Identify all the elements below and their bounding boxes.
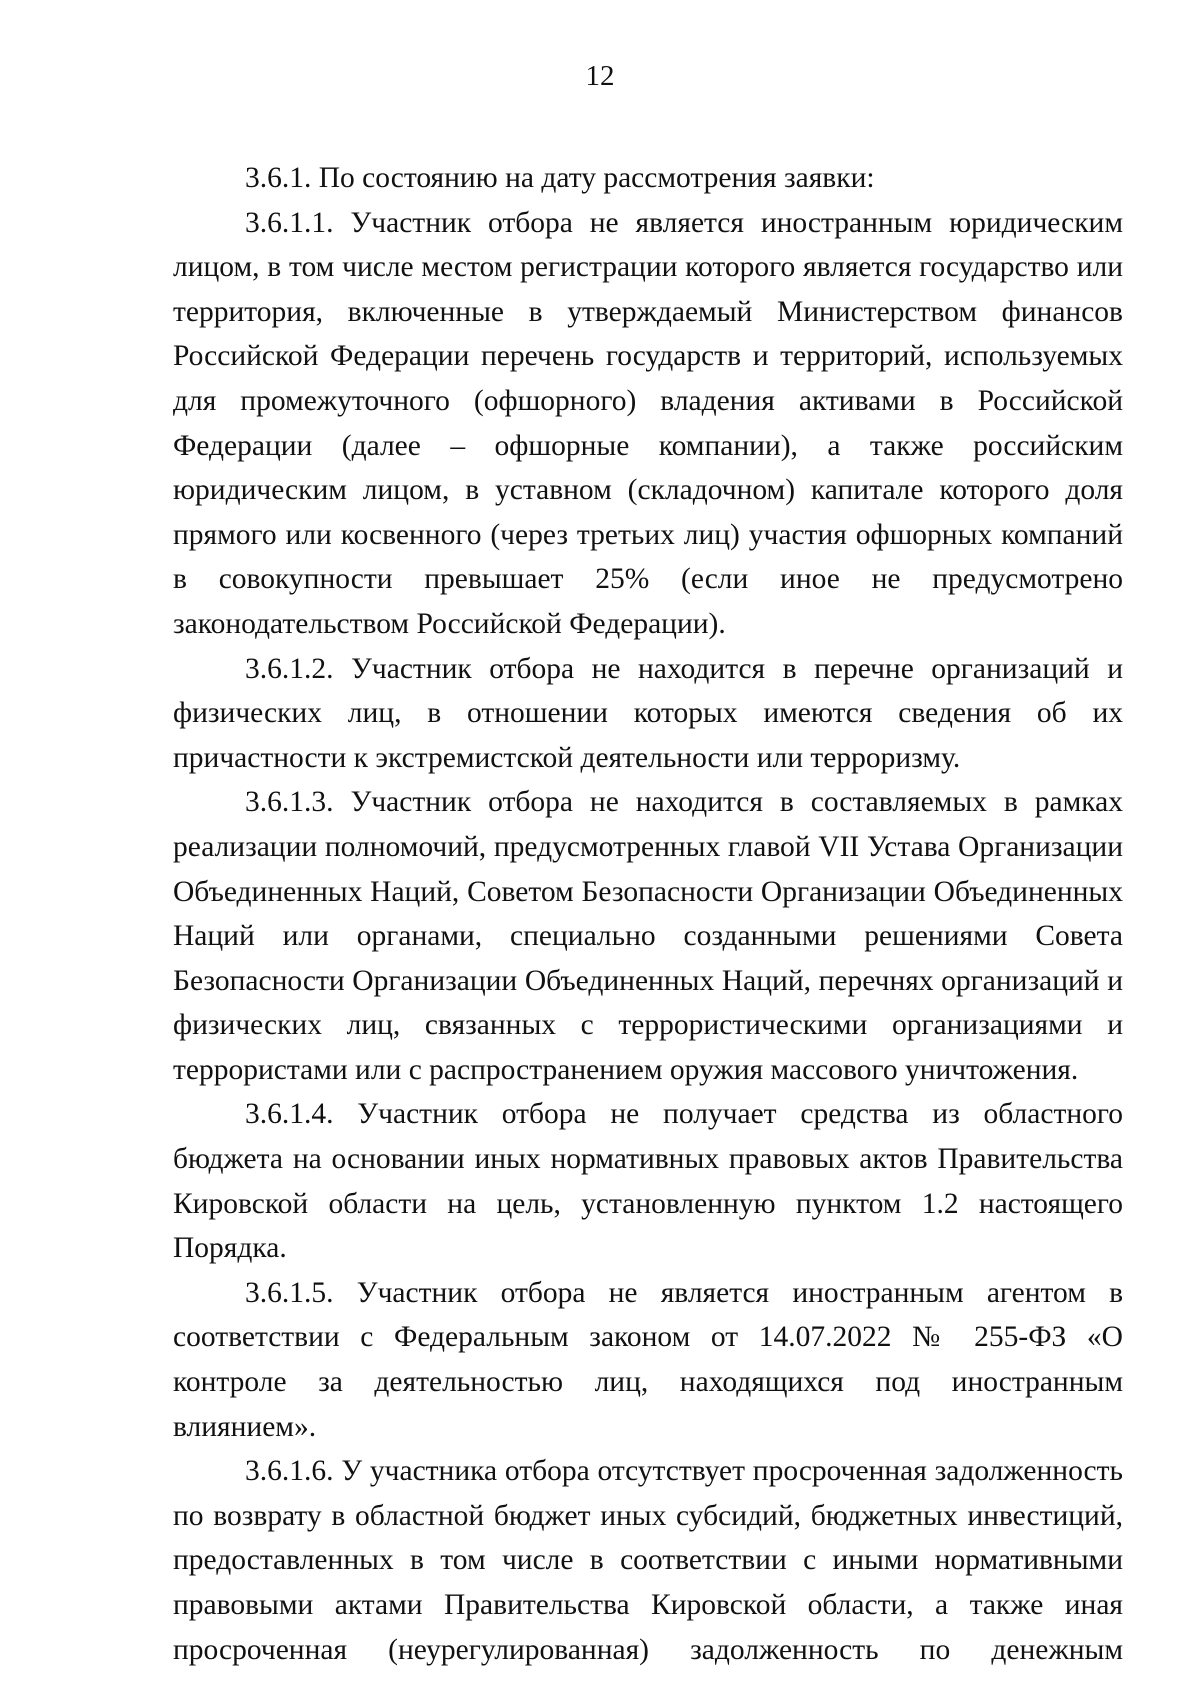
paragraph-3-6-1: 3.6.1. По состоянию на дату рассмотрения заявки:: [245, 162, 875, 194]
paragraph-3-6-1-2: 3.6.1.2. Участник отбора не находится в перечне организаций и физических лиц, в отношении которых имеются сведения об их причастности к экстремистской деятельности или терроризму.: [173, 652, 1123, 774]
paragraph-3-6-1-6: 3.6.1.6. У участника отбора отсутствует просроченная задолженность по возврату в областной бюджет иных субсидий, бюджетных инвестиций, предоставленных в том числе в соответствии с иными нормативными правовыми актами Правительства Кировской области, а также иная просроченная (неурегулированная) задолженность по денежным: [173, 1455, 1123, 1666]
paragraph-3-6-1-4: 3.6.1.4. Участник отбора не получает средства из областного бюджета на основании иных нормативных правовых актов Правительства Кировской области на цель, установленную пунктом 1.2 настоящего Порядка.: [173, 1098, 1123, 1265]
page-number: 12: [585, 60, 615, 92]
paragraph-3-6-1-1: 3.6.1.1. Участник отбора не является иностранным юридическим лицом, в том числе местом регистрации которого является государство или территория, включенные в утверждаемый Министерством финансов Российской Федерации перечень государств и территорий, используемых для промежуточного (офшорного) владения активами в Российской Федерации (далее – офшорные компании), а также российским юридическим лицом, в уставном (складочном) капитале которого доля прямого или косвенного (через третьих лиц) участия офшорных компаний в совокупности превышает 25% (если иное не предусмотрено законодательством Российской Федерации).: [173, 206, 1123, 640]
paragraph-3-6-1-5: 3.6.1.5. Участник отбора не является иностранным агентом в соответствии с Федеральным законом от 14.07.2022 № 255-ФЗ «О контроле за деятельностью лиц, находящихся под иностранным влиянием».: [173, 1276, 1123, 1443]
document-body: [173, 156, 1123, 1672]
paragraph-3-6-1-3: 3.6.1.3. Участник отбора не находится в составляемых в рамках реализации полномочий, предусмотренных главой VII Устава Организации Объединенных Наций, Советом Безопасности Организации Объединенных Наций или органами, специально созданными решениями Совета Безопасности Организации Объединенных Наций, перечнях организаций и физических лиц, связанных с террористическими организациями и террористами или с распространением оружия массового уничтожения.: [173, 786, 1123, 1086]
